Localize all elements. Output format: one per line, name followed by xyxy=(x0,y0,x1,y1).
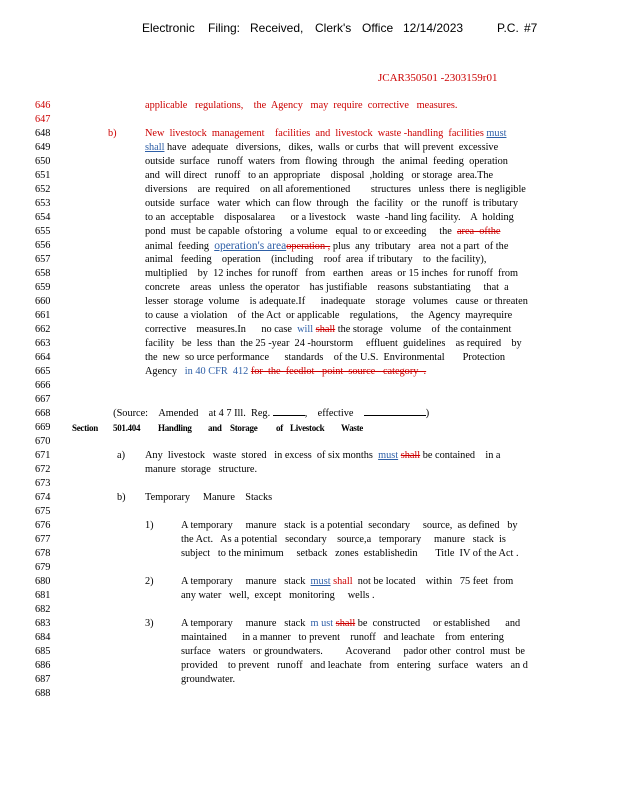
deleted-text: shall xyxy=(400,450,421,461)
header-received: Received, xyxy=(250,21,304,35)
text-run: the storage volume of the containment xyxy=(335,324,512,335)
item-2-label: 2) xyxy=(145,576,154,587)
inserted-text: will xyxy=(297,324,314,335)
line-number: 650 xyxy=(35,156,51,167)
para-b-line: outside surface water which can flow through the facility or the runoff is tributary xyxy=(145,198,518,209)
deleted-text: shall xyxy=(145,142,165,153)
header-office: Office xyxy=(362,21,394,35)
para-b-line: to an acceptable disposalarea or a livestock waste -hand ling facility. A holding xyxy=(145,212,514,223)
sub-a-line xyxy=(145,450,501,462)
para-b-line: multiplied by 12 inches for runoff from earthen areas or 15 inches for runoff from xyxy=(145,268,519,279)
line-number: 685 xyxy=(35,646,51,657)
header-clerks: Clerk's xyxy=(315,21,352,35)
text-run: Any livestock waste stored in excess of six months xyxy=(145,450,373,461)
line-number: 686 xyxy=(35,660,51,671)
line-number: 678 xyxy=(35,548,51,559)
sub-b-title: Temporary Manure Stacks xyxy=(145,492,273,503)
line-number: 672 xyxy=(35,464,51,475)
line-number: 676 xyxy=(35,520,51,531)
item-2-line xyxy=(181,576,513,588)
line-number: 687 xyxy=(35,674,51,685)
line-number: 657 xyxy=(35,254,51,265)
item-1-line: A temporary manure stack is a potential secondary source, as defined by xyxy=(181,520,518,531)
item-3-line: maintained in a manner to prevent runoff and leachate from entering xyxy=(181,632,504,643)
item-3-line: provided to prevent runoff and leachate from entering surface waters an d xyxy=(181,660,528,671)
inserted-text: operation's area xyxy=(214,240,287,252)
header-filing: Filing: xyxy=(208,21,241,35)
item-1-label: 1) xyxy=(145,520,154,531)
section-title-livestock: Livestock xyxy=(290,423,325,433)
source-amended: Amended xyxy=(158,408,199,419)
para-b-line xyxy=(145,366,426,378)
item-3-line xyxy=(181,618,520,630)
inserted-text: in 40 CFR 412 xyxy=(184,366,249,377)
item-3-line: surface waters or groundwaters. Acoverand pador other control must be xyxy=(181,646,525,657)
item-1-line: subject to the minimum setback zones establishedin Title IV of the Act . xyxy=(181,548,519,559)
text-run: pond must be capable ofstoring a volume equal to or exceeding the xyxy=(145,226,452,237)
section-title-handling: Handling xyxy=(158,423,192,433)
line-number: 680 xyxy=(35,576,51,587)
deleted-text: area ofthe xyxy=(456,226,501,237)
inserted-text: must xyxy=(310,576,331,587)
line-number: 665 xyxy=(35,366,51,377)
para-b-line: facility be less than the 25 -year 24 -hourstorm effluent guidelines as required by xyxy=(145,338,522,349)
line-number: 667 xyxy=(35,394,51,405)
text-run: A temporary manure stack xyxy=(181,576,306,587)
header-date: 12/14/2023 xyxy=(403,21,464,35)
line-number: 658 xyxy=(35,268,51,279)
para-b-line: animal feeding operation (including roof area if tributary to the facility), xyxy=(145,254,487,265)
para-b-line: to cause a violation of the Act or applicable regulations, the Agency mayrequire xyxy=(145,310,513,321)
line-number: 662 xyxy=(35,324,51,335)
source-effective: effective xyxy=(317,408,354,419)
line-number: 684 xyxy=(35,632,51,643)
inserted-text: must xyxy=(486,128,507,139)
line-number: 649 xyxy=(35,142,51,153)
paragraph-a-end: applicable regulations, the Agency may require corrective measures. xyxy=(145,100,458,111)
item-2-line: any water well, except monitoring wells . xyxy=(181,590,375,601)
line-number: 646 xyxy=(35,100,51,111)
line-number: 669 xyxy=(35,422,51,433)
sub-a-line: manure storage structure. xyxy=(145,464,258,475)
text-run: Agency xyxy=(145,366,178,377)
line-number: 670 xyxy=(35,436,51,447)
text-run: not be located within 75 feet from xyxy=(352,576,514,587)
line-number: 654 xyxy=(35,212,51,223)
section-title-storage: Storage xyxy=(230,423,258,433)
para-b-line: concrete areas unless the operator has justifiable reasons substantiating that a xyxy=(145,282,509,293)
section-word: Section xyxy=(72,423,98,433)
line-number: 679 xyxy=(35,562,51,573)
line-number: 647 xyxy=(35,114,51,125)
filing-header xyxy=(0,21,618,37)
deleted-text: shall xyxy=(335,618,356,629)
sub-a-label: a) xyxy=(117,450,125,461)
line-number: 651 xyxy=(35,170,51,181)
para-b-line xyxy=(145,324,511,336)
source-note xyxy=(108,394,429,420)
volume-blank xyxy=(273,406,305,416)
line-number: 653 xyxy=(35,198,51,209)
text-run: be constructed or established and xyxy=(355,618,521,629)
line-number: 681 xyxy=(35,590,51,601)
line-number: 660 xyxy=(35,296,51,307)
document-id: JCAR350501 -2303159r01 xyxy=(378,72,498,84)
section-title-and: and xyxy=(208,423,222,433)
section-title-waste: Waste xyxy=(341,423,363,433)
line-number: 683 xyxy=(35,618,51,629)
line-number: 682 xyxy=(35,604,51,615)
para-b-line: lesser storage volume is adequate.If inadequate storage volumes cause or threaten xyxy=(145,296,528,307)
text-run: New livestock management facilities and livestock waste -handling facilities xyxy=(145,128,484,139)
inserted-text: must xyxy=(378,450,399,461)
deleted-text: shall xyxy=(315,324,336,335)
section-number: 501.404 xyxy=(113,423,141,433)
line-number: 675 xyxy=(35,506,51,517)
sub-b-label: b) xyxy=(117,492,126,503)
source-close: ) xyxy=(425,408,430,419)
source-comma: , xyxy=(304,408,308,419)
inserted-text: m ust xyxy=(310,618,334,629)
text-run: have adequate diversions, dikes, walls or curbs that will prevent excessive xyxy=(164,142,499,153)
line-number: 674 xyxy=(35,492,51,503)
line-number: 666 xyxy=(35,380,51,391)
header-electronic: Electronic xyxy=(142,21,195,35)
text-run: corrective measures.In no case xyxy=(145,324,292,335)
line-number: 648 xyxy=(35,128,51,139)
line-number: 688 xyxy=(35,688,51,699)
header-pc: P.C. xyxy=(497,21,519,35)
line-number: 677 xyxy=(35,534,51,545)
deleted-text: operation , xyxy=(286,241,331,252)
para-b-line: and will direct runoff to an appropriate disposal ,holding or storage area.The xyxy=(145,170,494,181)
line-number: 661 xyxy=(35,310,51,321)
line-number: 659 xyxy=(35,282,51,293)
line-number: 664 xyxy=(35,352,51,363)
text-run: animal feeding xyxy=(145,241,210,252)
line-number: 656 xyxy=(35,240,51,251)
para-b-line: outside surface runoff waters from flowing through the animal feeding operation xyxy=(145,156,508,167)
para-b-line xyxy=(145,226,500,238)
section-title-of: of xyxy=(276,423,283,433)
para-b-line xyxy=(145,240,508,253)
para-b-label: b) xyxy=(108,128,117,139)
date-blank xyxy=(364,406,426,416)
source-label: (Source: xyxy=(113,408,149,419)
line-number: 673 xyxy=(35,478,51,489)
item-3-line: groundwater. xyxy=(181,674,236,685)
text-run: A temporary manure stack xyxy=(181,618,306,629)
para-b-line xyxy=(145,128,506,140)
line-number: 652 xyxy=(35,184,51,195)
source-reg: at 4 7 Ill. Reg. xyxy=(208,408,271,419)
deleted-text: for the feedlot point source category . xyxy=(250,366,427,377)
para-b-line xyxy=(145,142,498,154)
text-run: plus any tributary area not a part of the xyxy=(330,241,509,252)
line-number: 663 xyxy=(35,338,51,349)
header-pc-number: #7 xyxy=(524,21,538,35)
text-run: be contained in a xyxy=(420,450,501,461)
line-number: 671 xyxy=(35,450,51,461)
para-b-line: the new so urce performance standards of the U.S. Environmental Protection xyxy=(145,352,506,363)
deleted-text: shall xyxy=(333,576,353,587)
item-3-label: 3) xyxy=(145,618,154,629)
item-1-line: the Act. As a potential secondary source,a temporary manure stack is xyxy=(181,534,506,545)
line-number: 668 xyxy=(35,408,51,419)
line-number: 655 xyxy=(35,226,51,237)
para-b-line: diversions are required on all aforementioned structures unless there is negligible xyxy=(145,184,526,195)
